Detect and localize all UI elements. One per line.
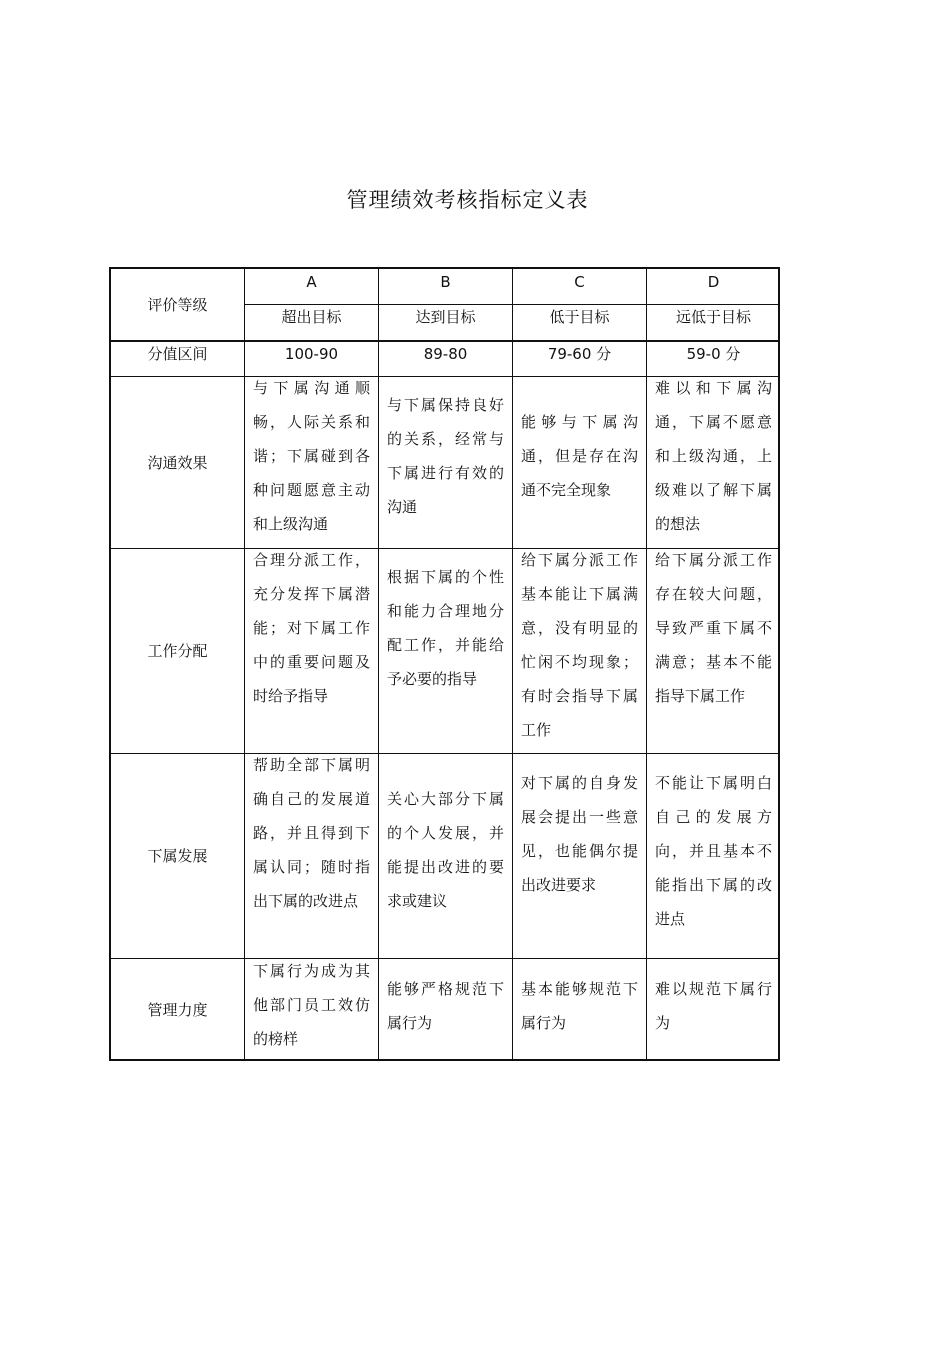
criteria-cell: 不能让下属明白自己的发展方向，并且基本不能指出下属的改进点	[655, 774, 772, 928]
indicator-name: 下属发展	[147, 847, 208, 865]
score-range: 100-90	[284, 345, 339, 363]
grade-meaning: 超出目标	[281, 308, 342, 326]
grade-letter: B	[440, 273, 451, 291]
indicator-name: 工作分配	[147, 642, 208, 660]
criteria-cell: 关心大部分下属的个人发展，并能提出改进的要求或建议	[387, 790, 504, 910]
criteria-cell: 难以和下属沟通，下属不愿意和上级沟通，上级难以了解下属的想法	[655, 379, 772, 533]
grade-meaning: 远低于目标	[675, 308, 751, 326]
criteria-cell: 难以规范下属行为	[655, 980, 772, 1032]
criteria-cell: 能够严格规范下属行为	[387, 980, 504, 1032]
criteria-cell: 下属行为成为其他部门员工效仿的榜样	[253, 962, 370, 1048]
score-range: 89-80	[423, 345, 468, 363]
criteria-cell: 根据下属的个性和能力合理地分配工作，并能给予必要的指导	[387, 568, 504, 688]
indicator-name: 管理力度	[147, 1000, 208, 1019]
criteria-cell: 与下属沟通顺畅，人际关系和谐；下属碰到各种问题愿意主动和上级沟通	[253, 379, 370, 533]
grade-letter: C	[574, 273, 585, 291]
criteria-cell: 对下属的自身发展会提出一些意见，也能偶尔提出改进要求	[521, 774, 638, 894]
rating-level-label: 评价等级	[147, 295, 208, 314]
score-range: 59-0 分	[686, 345, 741, 363]
grade-meaning: 达到目标	[415, 308, 476, 326]
kpi-definition-table	[109, 267, 780, 1061]
grade-letter: D	[707, 273, 720, 291]
criteria-cell: 基本能够规范下属行为	[521, 980, 638, 1032]
grade-meaning: 低于目标	[549, 308, 610, 326]
score-range-label: 分值区间	[147, 345, 208, 363]
document-title: 管理绩效考核指标定义表	[346, 188, 589, 212]
indicator-name: 沟通效果	[147, 453, 208, 472]
criteria-cell: 给下属分派工作基本能让下属满意，没有明显的忙闲不均现象；有时会指导下属工作	[521, 551, 638, 739]
rule-header-mid	[244, 304, 778, 305]
criteria-cell: 能够与下属沟通，但是存在沟通不完全现象	[521, 413, 638, 499]
grade-letter: A	[306, 273, 317, 291]
criteria-cell: 合理分派工作，充分发挥下属潜能；对下属工作中的重要问题及时给予指导	[253, 551, 370, 705]
criteria-cell: 给下属分派工作存在较大问题，导致严重下属不满意；基本不能指导下属工作	[655, 551, 772, 705]
criteria-cell: 与下属保持良好的关系，经常与下属进行有效的沟通	[387, 396, 504, 516]
rule-header-bottom	[111, 340, 778, 342]
criteria-cell: 帮助全部下属明确自己的发展道路，并且得到下属认同；随时指出下属的改进点	[253, 756, 370, 910]
score-range: 79-60 分	[547, 345, 612, 363]
